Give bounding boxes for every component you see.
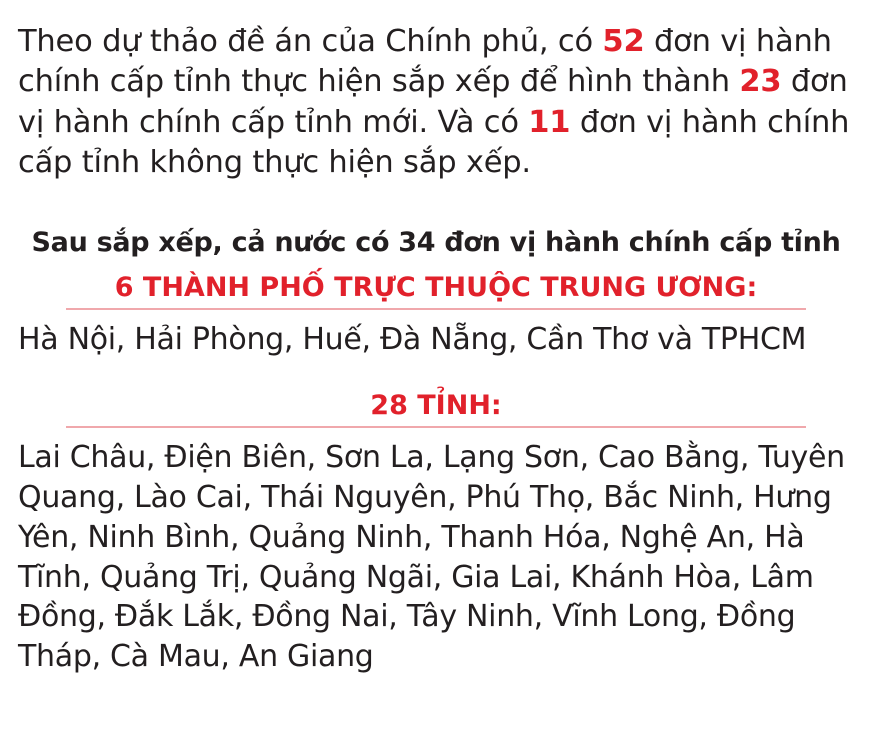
section-title-provinces bbox=[18, 390, 854, 428]
section-title-provinces-text: 28 TỈNH: bbox=[370, 389, 502, 421]
section-title-cities bbox=[18, 272, 854, 310]
intro-text-part1: Theo dự thảo đề án của Chính phủ, có bbox=[18, 24, 603, 59]
intro-text-part3: đơn vị hành chính cấp tỉnh mới. Và có bbox=[18, 64, 848, 140]
intro-number-52: 52 bbox=[602, 24, 645, 59]
intro-paragraph bbox=[18, 22, 854, 183]
intro-number-23: 23 bbox=[739, 64, 782, 100]
city-list: Hà Nội, Hải Phòng, Huế, Đà Nẵng, Cần Thơ và TPHCM bbox=[18, 322, 807, 357]
section-underline-provinces bbox=[66, 426, 806, 428]
intro-text-part4: đơn vị hành chính cấp tỉnh không thực hiện sắp xếp. bbox=[18, 104, 850, 180]
section-title-cities-text: 6 THÀNH PHỐ TRỰC THUỘC TRUNG ƯƠNG: bbox=[114, 272, 758, 303]
section-underline-cities bbox=[66, 308, 806, 310]
intro-number-11: 11 bbox=[528, 104, 571, 140]
summary-subheading: Sau sắp xếp, cả nước có 34 đơn vị hành chính cấp tỉnh bbox=[31, 227, 841, 258]
intro-text-part2: đơn vị hành chính cấp tỉnh thực hiện sắp xếp để hình thành bbox=[18, 24, 832, 100]
province-list: Lai Châu, Điện Biên, Sơn La, Lạng Sơn, Cao Bằng, Tuyên Quang, Lào Cai, Thái Nguyên, Phú Thọ, Bắc Ninh, Hưng Yên, Ninh Bình, Quảng Ninh, Thanh Hóa, Nghệ An, Hà Tĩnh, Quảng Trị, Quảng Ngãi, Gia Lai, Khánh Hòa, Lâm Đồng, Đắk Lắk, Đồng Nai, Tây Ninh, Vĩnh Long, Đồng Tháp, Cà Mau, An Giang bbox=[18, 439, 845, 675]
